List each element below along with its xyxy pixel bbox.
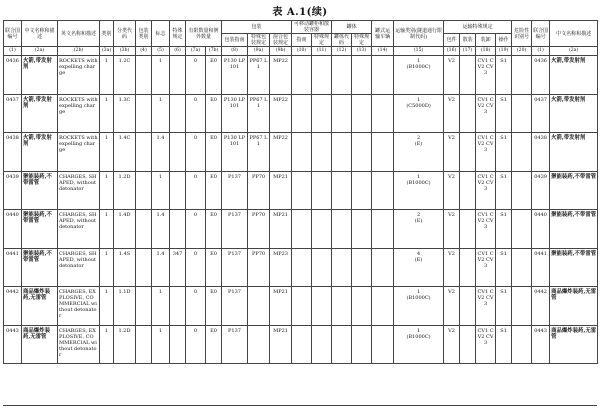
bulk-cell bbox=[460, 94, 476, 133]
loading-cell: CV1 CV2 CV3 bbox=[476, 248, 496, 287]
column-number: (5) bbox=[152, 47, 170, 56]
header-pkg-special: 特殊包装规定 bbox=[248, 34, 270, 47]
tank-instruction-cell bbox=[292, 325, 312, 364]
un-number-cell: 0437 bbox=[4, 94, 22, 133]
table-bottom-border bbox=[3, 405, 597, 406]
transport-category-cell bbox=[394, 56, 444, 95]
excepted-qty-cell: E0 bbox=[206, 325, 222, 364]
bulk-cell bbox=[460, 325, 476, 364]
cn-name-cell-2: 商品爆炸装药,无雷管 bbox=[550, 287, 598, 326]
transport-category-cell bbox=[394, 94, 444, 133]
tank-special-cell bbox=[312, 325, 332, 364]
packing-group-cell bbox=[136, 287, 152, 326]
vehicle-cell bbox=[372, 248, 394, 287]
header-operation: 操作 bbox=[496, 34, 512, 47]
operation-cell: S1 bbox=[496, 56, 512, 95]
cn-name-cell: 聚能装药,不带雷管 bbox=[22, 171, 58, 210]
packing-group-cell bbox=[136, 325, 152, 364]
rmt-special-cell bbox=[352, 248, 372, 287]
header-class: 类别 bbox=[100, 21, 114, 47]
label-cell: 1 bbox=[152, 171, 170, 210]
packing-group-cell bbox=[136, 133, 152, 172]
un-number-cell: 0436 bbox=[4, 56, 22, 95]
packing-instruction-cell: P137 bbox=[222, 287, 248, 326]
classification-code-cell: 1.4D bbox=[114, 210, 136, 249]
column-number: (11) bbox=[312, 47, 332, 56]
packing-special-cell: PP67 L1 bbox=[248, 133, 270, 172]
tank-code-cell bbox=[332, 94, 352, 133]
en-name-cell: ROCKETS with expelling charge bbox=[58, 133, 100, 172]
tank-special-cell bbox=[312, 210, 332, 249]
table-row bbox=[4, 94, 598, 133]
tunnel-code-value: (B1000C) bbox=[406, 295, 431, 301]
limited-qty-cell: 0 bbox=[186, 171, 206, 210]
packing-special-cell bbox=[248, 287, 270, 326]
header-packaging-group: 包装 bbox=[222, 21, 292, 34]
header-tank-instructions: 指南 bbox=[292, 34, 312, 47]
vehicle-cell bbox=[372, 171, 394, 210]
cn-name-cell: 商品爆炸装药,无雷管 bbox=[22, 325, 58, 364]
hazard-id-cell bbox=[512, 56, 532, 95]
header-bulk: 散装 bbox=[460, 34, 476, 47]
header-cn-name: 中文名称和描述 bbox=[22, 21, 58, 47]
en-name-cell: CHARGES, EXPLOSIVE, COMMERCIAL without detonator bbox=[58, 287, 100, 326]
column-number: (20) bbox=[512, 47, 532, 56]
operation-cell: S1 bbox=[496, 210, 512, 249]
mixed-packing-cell: MP21 bbox=[270, 287, 292, 326]
packing-special-cell: PP67 L1 bbox=[248, 56, 270, 95]
excepted-qty-cell: E0 bbox=[206, 171, 222, 210]
column-number: (18) bbox=[476, 47, 496, 56]
tank-code-cell bbox=[332, 210, 352, 249]
un-number-cell-2: 0438 bbox=[532, 133, 550, 172]
table-row bbox=[4, 56, 598, 95]
bulk-cell bbox=[460, 287, 476, 326]
rmt-special-cell bbox=[352, 210, 372, 249]
cn-name-cell-2: 商品爆炸装药,无雷管 bbox=[550, 325, 598, 364]
loading-cell: CV1 CV2 CV3 bbox=[476, 133, 496, 172]
tank-code-cell bbox=[332, 248, 352, 287]
cn-name-cell: 商品爆炸装药,无雷管 bbox=[22, 287, 58, 326]
tank-code-cell bbox=[332, 171, 352, 210]
table-row bbox=[4, 171, 598, 210]
un-number-cell-2: 0436 bbox=[532, 56, 550, 95]
packing-special-cell: PP70 bbox=[248, 210, 270, 249]
header-packing-group: 包装类别 bbox=[136, 21, 152, 47]
tank-code-cell bbox=[332, 325, 352, 364]
classification-code-cell: 1.3C bbox=[114, 94, 136, 133]
cn-name-cell: 火箭,带发射剂 bbox=[22, 56, 58, 95]
transport-category-cell bbox=[394, 133, 444, 172]
table-row bbox=[4, 133, 598, 172]
table-row bbox=[4, 248, 598, 287]
header-special-provisions: 特殊规定 bbox=[170, 21, 186, 47]
column-number: (9a) bbox=[248, 47, 270, 56]
packages-cell: V2 bbox=[444, 210, 460, 249]
transport-category-cell bbox=[394, 171, 444, 210]
transport-category-value: 2 bbox=[416, 135, 421, 141]
packages-cell: V2 bbox=[444, 248, 460, 287]
transport-category-cell bbox=[394, 325, 444, 364]
rmt-special-cell bbox=[352, 94, 372, 133]
header-en-name: 英文名称和描述 bbox=[58, 21, 100, 47]
packing-instruction-cell: P130 LP101 bbox=[222, 94, 248, 133]
label-cell: 1 bbox=[152, 325, 170, 364]
header-labels: 标志 bbox=[152, 21, 170, 47]
limited-qty-cell: 0 bbox=[186, 248, 206, 287]
cn-name-cell: 火箭,带发射剂 bbox=[22, 133, 58, 172]
mixed-packing-cell: MP21 bbox=[270, 210, 292, 249]
vehicle-cell bbox=[372, 325, 394, 364]
packages-cell: V2 bbox=[444, 325, 460, 364]
tank-instruction-cell bbox=[292, 133, 312, 172]
tank-special-cell bbox=[312, 287, 332, 326]
tunnel-code-value: (B1000C) bbox=[406, 179, 431, 186]
en-name-cell: CHARGES, SHAPED, without detonator bbox=[58, 248, 100, 287]
special-provision-cell bbox=[170, 133, 186, 172]
tank-instruction-cell bbox=[292, 56, 312, 95]
un-number-cell-2: 0437 bbox=[532, 94, 550, 133]
un-number-cell-2: 0441 bbox=[532, 248, 550, 287]
class-cell: 1 bbox=[100, 56, 114, 95]
column-number: (2a) bbox=[550, 47, 598, 56]
cn-name-cell: 聚能装药,不带雷管 bbox=[22, 210, 58, 249]
excepted-qty-cell: E0 bbox=[206, 210, 222, 249]
cn-name-cell: 聚能装药,不带雷管 bbox=[22, 248, 58, 287]
table-title: 表 A.1(续) bbox=[272, 7, 328, 18]
rmt-special-cell bbox=[352, 171, 372, 210]
column-number: (16) bbox=[444, 47, 460, 56]
header-rmt-special: 特殊规定 bbox=[352, 34, 372, 47]
loading-cell: CV1 CV2 CV3 bbox=[476, 210, 496, 249]
packing-instruction-cell: P137 bbox=[222, 325, 248, 364]
rmt-special-cell bbox=[352, 287, 372, 326]
label-cell: 1.4 bbox=[152, 210, 170, 249]
class-cell: 1 bbox=[100, 325, 114, 364]
operation-cell: S1 bbox=[496, 133, 512, 172]
transport-category-cell bbox=[394, 210, 444, 249]
transport-category-cell bbox=[394, 287, 444, 326]
loading-cell: CV1 CV2 CV3 bbox=[476, 56, 496, 95]
table-body bbox=[4, 56, 598, 364]
packing-instruction-cell: P130 LP101 bbox=[222, 56, 248, 95]
transport-category-cell bbox=[394, 248, 444, 287]
rmt-special-cell bbox=[352, 133, 372, 172]
column-number: (14) bbox=[372, 47, 394, 56]
tunnel-code-value: (C5000D) bbox=[406, 102, 431, 109]
column-number: (7a) bbox=[186, 47, 206, 56]
limited-qty-cell: 0 bbox=[186, 210, 206, 249]
hazard-id-cell bbox=[512, 210, 532, 249]
class-cell: 1 bbox=[100, 210, 114, 249]
operation-cell: S1 bbox=[496, 325, 512, 364]
vehicle-cell bbox=[372, 210, 394, 249]
un-number-cell: 0438 bbox=[4, 133, 22, 172]
column-number: (17) bbox=[460, 47, 476, 56]
loading-cell: CV1 CV2 CV3 bbox=[476, 94, 496, 133]
table-row bbox=[4, 287, 598, 326]
header-loading: 装卸 bbox=[476, 34, 496, 47]
packing-special-cell: PP67 L1 bbox=[248, 94, 270, 133]
special-provision-cell bbox=[170, 325, 186, 364]
header-pkg-instructions: 包装指南 bbox=[222, 34, 248, 47]
header-tank-special: 特殊规定 bbox=[312, 34, 332, 47]
excepted-qty-cell: E0 bbox=[206, 56, 222, 95]
excepted-qty-cell: E0 bbox=[206, 248, 222, 287]
column-number: (3a) bbox=[100, 47, 114, 56]
column-number: (19) bbox=[496, 47, 512, 56]
operation-cell: S1 bbox=[496, 171, 512, 210]
cn-name-cell-2: 火箭,带发射剂 bbox=[550, 94, 598, 133]
special-provision-cell: 347 bbox=[170, 248, 186, 287]
column-number: (4) bbox=[136, 47, 152, 56]
hazard-id-cell bbox=[512, 325, 532, 364]
header-transport-cat: 运输类别(隧道通行限制代码) bbox=[394, 21, 444, 47]
tank-special-cell bbox=[312, 171, 332, 210]
special-provision-cell bbox=[170, 56, 186, 95]
packing-instruction-cell: P130 LP101 bbox=[222, 133, 248, 172]
header-cn-name-2: 中文名称和描述 bbox=[550, 21, 598, 47]
tank-code-cell bbox=[332, 56, 352, 95]
packages-cell: V2 bbox=[444, 56, 460, 95]
column-number: (9b) bbox=[270, 47, 292, 56]
un-number-cell: 0439 bbox=[4, 171, 22, 210]
mixed-packing-cell: MP22 bbox=[270, 56, 292, 95]
special-provision-cell bbox=[170, 171, 186, 210]
column-number: (7b) bbox=[206, 47, 222, 56]
header-classification-code: 分类代码 bbox=[114, 21, 136, 47]
cn-name-cell-2: 聚能装药,不带雷管 bbox=[550, 171, 598, 210]
packing-group-cell bbox=[136, 171, 152, 210]
header-mixed-packing: 混合包装规定 bbox=[270, 34, 292, 47]
tank-special-cell bbox=[312, 94, 332, 133]
excepted-qty-cell: E0 bbox=[206, 133, 222, 172]
operation-cell: S1 bbox=[496, 287, 512, 326]
transport-category-value: 2 bbox=[416, 212, 421, 218]
un-number-cell: 0443 bbox=[4, 325, 22, 364]
hazard-id-cell bbox=[512, 133, 532, 172]
column-number-row bbox=[4, 47, 598, 56]
cn-name-cell-2: 聚能装药,不带雷管 bbox=[550, 248, 598, 287]
class-cell: 1 bbox=[100, 94, 114, 133]
column-number: (8) bbox=[222, 47, 248, 56]
mixed-packing-cell: MP22 bbox=[270, 133, 292, 172]
rmt-special-cell bbox=[352, 56, 372, 95]
packing-instruction-cell: P137 bbox=[222, 171, 248, 210]
tank-special-cell bbox=[312, 56, 332, 95]
transport-category-value: 1 bbox=[416, 327, 421, 334]
packing-instruction-cell: P137 bbox=[222, 248, 248, 287]
vehicle-cell bbox=[372, 287, 394, 326]
excepted-qty-cell: E0 bbox=[206, 287, 222, 326]
en-name-cell: CHARGES, SHAPED, without detonator bbox=[58, 171, 100, 210]
bulk-cell bbox=[460, 210, 476, 249]
mixed-packing-cell: MP23 bbox=[270, 248, 292, 287]
tunnel-code-value: (E) bbox=[414, 256, 423, 263]
un-number-cell: 0441 bbox=[4, 248, 22, 287]
packages-cell: V2 bbox=[444, 94, 460, 133]
loading-cell: CV1 CV2 CV3 bbox=[476, 171, 496, 210]
column-number: (12) bbox=[332, 47, 352, 56]
mixed-packing-cell: MP21 bbox=[270, 325, 292, 364]
tank-instruction-cell bbox=[292, 171, 312, 210]
packing-group-cell bbox=[136, 248, 152, 287]
tank-instruction-cell bbox=[292, 287, 312, 326]
classification-code-cell: 1.4S bbox=[114, 248, 136, 287]
column-number: (1) bbox=[532, 47, 550, 56]
tank-instruction-cell bbox=[292, 94, 312, 133]
vehicle-cell bbox=[372, 56, 394, 95]
classification-code-cell: 1.1D bbox=[114, 287, 136, 326]
mixed-packing-cell: MP22 bbox=[270, 94, 292, 133]
limited-qty-cell: 0 bbox=[186, 94, 206, 133]
classification-code-cell: 1.2D bbox=[114, 325, 136, 364]
tunnel-code-value: (B1000C) bbox=[406, 333, 431, 340]
cn-name-cell-2: 火箭,带发射剂 bbox=[550, 133, 598, 172]
header-hazard-id: 危险性识别号 bbox=[512, 21, 532, 47]
packing-instruction-cell: P137 bbox=[222, 210, 248, 249]
hazard-id-cell bbox=[512, 248, 532, 287]
label-cell: 1 bbox=[152, 287, 170, 326]
en-name-cell: CHARGES, EXPLOSIVE, COMMERCIAL without detonator bbox=[58, 325, 100, 364]
cn-name-cell-2: 火箭,带发射剂 bbox=[550, 56, 598, 95]
loading-cell: CV1 CV2 CV3 bbox=[476, 287, 496, 326]
column-number: (13) bbox=[352, 47, 372, 56]
label-cell: 1 bbox=[152, 56, 170, 95]
class-cell: 1 bbox=[100, 287, 114, 326]
hazard-id-cell bbox=[512, 287, 532, 326]
label-cell: 1 bbox=[152, 94, 170, 133]
header-tank-group: 可移动罐柜和散装容器 bbox=[292, 21, 332, 34]
en-name-cell: CHARGES, SHAPED, without detonator bbox=[58, 210, 100, 249]
column-number: (6) bbox=[170, 47, 186, 56]
bulk-cell bbox=[460, 248, 476, 287]
header-un-no: 联合国编号 bbox=[4, 21, 22, 47]
bulk-cell bbox=[460, 133, 476, 172]
limited-qty-cell: 0 bbox=[186, 133, 206, 172]
hazard-id-cell bbox=[512, 94, 532, 133]
hazard-id-cell bbox=[512, 171, 532, 210]
label-cell: 1.4 bbox=[152, 248, 170, 287]
mixed-packing-cell: MP21 bbox=[270, 171, 292, 210]
cn-name-cell-2: 聚能装药,不带雷管 bbox=[550, 210, 598, 249]
transport-category-value: 1 bbox=[416, 96, 421, 103]
cn-name-cell: 火箭,带发射剂 bbox=[22, 94, 58, 133]
packages-cell: V2 bbox=[444, 133, 460, 172]
tank-code-cell bbox=[332, 287, 352, 326]
header-vehicle: 罐式运输车辆 bbox=[372, 21, 394, 47]
column-number: (1) bbox=[4, 47, 22, 56]
packing-special-cell bbox=[248, 325, 270, 364]
limited-qty-cell: 0 bbox=[186, 325, 206, 364]
operation-cell: S1 bbox=[496, 248, 512, 287]
limited-qty-cell: 0 bbox=[186, 56, 206, 95]
un-number-cell-2: 0440 bbox=[532, 210, 550, 249]
column-number: (3b) bbox=[114, 47, 136, 56]
packing-group-cell bbox=[136, 56, 152, 95]
rmt-special-cell bbox=[352, 325, 372, 364]
header-limited-qty: 有限数量和例外数量 bbox=[186, 21, 222, 47]
packing-group-cell bbox=[136, 210, 152, 249]
tank-special-cell bbox=[312, 248, 332, 287]
loading-cell: CV1 CV2 CV3 bbox=[476, 325, 496, 364]
special-provision-cell bbox=[170, 210, 186, 249]
header-tank-code: 罐体代码 bbox=[332, 34, 352, 47]
packing-special-cell: PP70 bbox=[248, 248, 270, 287]
classification-code-cell: 1.2D bbox=[114, 171, 136, 210]
packing-special-cell: PP70 bbox=[248, 171, 270, 210]
tank-instruction-cell bbox=[292, 248, 312, 287]
class-cell: 1 bbox=[100, 248, 114, 287]
table-row bbox=[4, 325, 598, 364]
un-number-cell: 0442 bbox=[4, 287, 22, 326]
packing-group-cell bbox=[136, 94, 152, 133]
bulk-cell bbox=[460, 56, 476, 95]
tunnel-code-value: (B1000C) bbox=[406, 64, 431, 70]
table-row bbox=[4, 210, 598, 249]
tunnel-code-value: (E) bbox=[414, 218, 423, 224]
dangerous-goods-table bbox=[3, 20, 598, 364]
tank-code-cell bbox=[332, 133, 352, 172]
header-packages: 包件 bbox=[444, 34, 460, 47]
transport-category-value: 4 bbox=[416, 250, 421, 257]
column-number: (2a) bbox=[22, 47, 58, 56]
class-cell: 1 bbox=[100, 133, 114, 172]
classification-code-cell: 1.4C bbox=[114, 133, 136, 172]
un-number-cell-2: 0439 bbox=[532, 171, 550, 210]
special-provision-cell bbox=[170, 94, 186, 133]
label-cell: 1.4 bbox=[152, 133, 170, 172]
operation-cell: S1 bbox=[496, 94, 512, 133]
transport-category-value: 1 bbox=[416, 58, 421, 64]
special-provision-cell bbox=[170, 287, 186, 326]
tunnel-code-value: (E) bbox=[414, 141, 423, 147]
un-number-cell-2: 0443 bbox=[532, 325, 550, 364]
tank-special-cell bbox=[312, 133, 332, 172]
column-number: (10) bbox=[292, 47, 312, 56]
column-number: (15) bbox=[394, 47, 444, 56]
tank-instruction-cell bbox=[292, 210, 312, 249]
class-cell: 1 bbox=[100, 171, 114, 210]
packages-cell: V2 bbox=[444, 171, 460, 210]
vehicle-cell bbox=[372, 94, 394, 133]
header-transport-special-group: 运输特殊规定 bbox=[444, 21, 512, 34]
limited-qty-cell: 0 bbox=[186, 287, 206, 326]
packages-cell: V2 bbox=[444, 287, 460, 326]
en-name-cell: ROCKETS with expelling charge bbox=[58, 56, 100, 95]
header-un-no-2: 联合国编号 bbox=[532, 21, 550, 47]
header-rmt-group: 罐体 bbox=[332, 21, 372, 34]
en-name-cell: ROCKETS with expelling charge bbox=[58, 94, 100, 133]
excepted-qty-cell: E0 bbox=[206, 94, 222, 133]
un-number-cell-2: 0442 bbox=[532, 287, 550, 326]
column-number: (2b) bbox=[58, 47, 100, 56]
classification-code-cell: 1.2C bbox=[114, 56, 136, 95]
transport-category-value: 1 bbox=[416, 289, 421, 295]
bulk-cell bbox=[460, 171, 476, 210]
un-number-cell: 0440 bbox=[4, 210, 22, 249]
vehicle-cell bbox=[372, 133, 394, 172]
transport-category-value: 1 bbox=[416, 173, 421, 180]
